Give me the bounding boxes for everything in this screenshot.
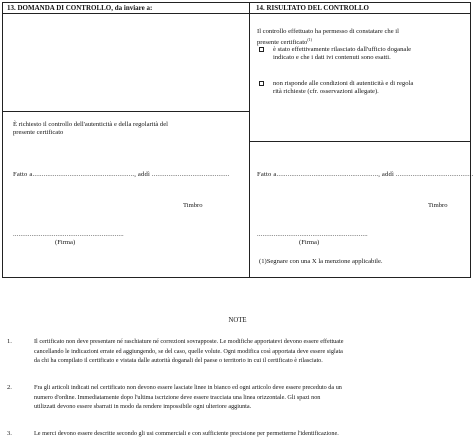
note-line: cancellando le indicazioni errate ed aggiungendo, se del caso, quelle volute. Ogni modifica così apportata deve essere siglata: [34, 347, 343, 355]
header-divider: [3, 13, 470, 14]
option-authentic-line2: indicato e che i dati ivi contenuti sono esatti.: [273, 54, 391, 61]
option-not-authentic-line1: non risponde alle condizioni di autenticità e di regola: [273, 80, 414, 87]
note-number: 3.: [7, 430, 12, 437]
notes-title: NOTE: [228, 317, 247, 324]
note-text: [34, 429, 464, 439]
note-number: 1.: [7, 338, 12, 345]
note-line: da chi ha compilato il certificato e vistata dalle autorità doganali del paese o territorio in cui il certificato è rilasciato.: [34, 357, 323, 364]
certificate-form-table: [2, 2, 474, 278]
box14-stamp-label: Timbro: [428, 202, 448, 209]
box14-section-divider: [250, 141, 470, 142]
note-line: Fra gli articoli indicati nel certificato non devono essere lasciate linee in bianco ed ogni articolo deve essere preceduto da un: [34, 384, 342, 391]
note-number: 2.: [7, 384, 12, 391]
box13-request-line1: È richiesto il controllo dell'autenticità e della regolarità del: [13, 121, 168, 128]
box13-request-line2: presente certificato: [13, 129, 64, 136]
box14-intro-line1: Il controllo effettuato ha permesso di constatare che il: [257, 28, 399, 35]
box13-signature-field[interactable]: ............................................................: [13, 231, 124, 238]
note-text: [34, 337, 464, 366]
box14-signature-field[interactable]: ............................................................: [257, 231, 368, 238]
option-not-authentic-checkbox[interactable]: [259, 81, 264, 86]
box14-signature-label: (Firma): [299, 239, 320, 246]
box14-footnote: (1)Segnare con una X la menzione applicabile.: [259, 258, 383, 265]
box13-signature-label: (Firma): [55, 239, 76, 246]
column-divider: [249, 3, 250, 277]
option-not-authentic-line2: rità richieste (cfr. osservazioni allegate).: [273, 88, 379, 95]
box14-heading: 14. RISULTATO DEL CONTROLLO: [256, 4, 369, 12]
note-line: Le merci devono essere descritte secondo gli usi commerciali e con sufficiente precisione per permetterne l'identificazione.: [34, 430, 339, 437]
note-line: numero d'ordine. Immediatamente dopo l'ultima iscrizione deve essere tracciata una linea orizzontale. Gli spazi non: [34, 393, 321, 401]
box14-intro-text: presente certificato: [257, 39, 308, 47]
option-authentic-line1: è stato effettivamente rilasciato dall'ufficio doganale: [273, 46, 412, 53]
box13-section-divider: [3, 111, 249, 112]
box13-stamp-label: Timbro: [183, 202, 203, 209]
note-line: utilizzati devono essere sbarrati in modo da rendere impossibile ogni ulteriore aggiunta.: [34, 403, 252, 410]
note-line: Il certificato non deve presentare né raschiature né correzioni sovrapposte. Le modifiche apportatevi devono essere effettuate: [34, 338, 344, 345]
box13-place-date-field[interactable]: Fatto a......................................................., addì ..........................................: [13, 171, 230, 178]
option-authentic-checkbox[interactable]: [259, 47, 264, 52]
box14-place-date-field[interactable]: Fatto a......................................................., addì ..........................................: [257, 171, 474, 178]
note-text: [34, 383, 464, 412]
box13-heading: 13. DOMANDA DI CONTROLLO, da inviare a:: [7, 4, 153, 12]
footnote-ref: (1): [307, 37, 313, 42]
